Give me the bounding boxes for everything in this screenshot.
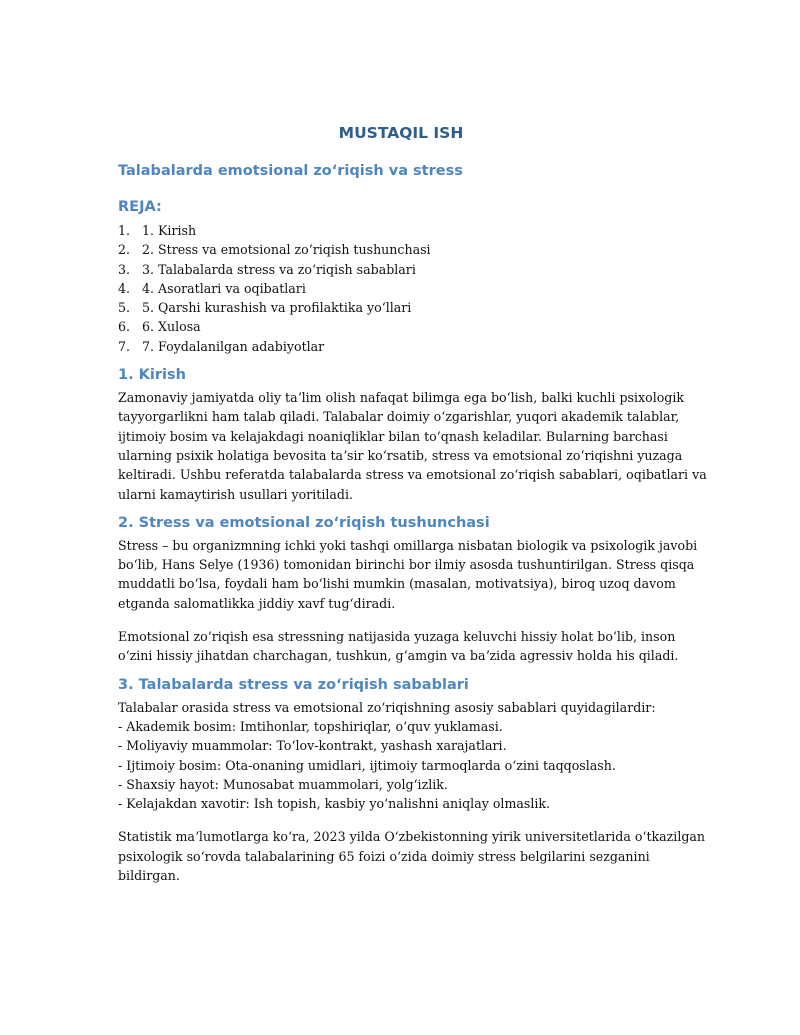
plan-item-text: 7. Foydalanilgan adabiyotlar [142,338,325,354]
plan-item-text: 4. Asoratlari va oqibatlari [142,280,306,296]
bullet-line: - Ijtimoiy bosim: Ota-onaning umidlari, ijtimoiy tarmoqlarda oʻzini taqqoslash. [118,757,616,773]
plan-item-number: 5. [118,300,131,316]
plan-item-number: 6. [118,319,131,335]
document-body [118,122,707,885]
paragraph-line: psixologik soʻrovda talabalarining 65 foizi oʻzida doimiy stress belgilarini sezganini [118,848,650,864]
plan-item-number: 4. [118,280,131,296]
section-heading-stress-concept: 2. Stress va emotsional zoʻriqish tushunchasi [118,514,490,531]
paragraph-line: oʻzini hissiy jihatdan charchagan, tushkun, gʻamgin va baʼzida agressiv holda his qiladi. [118,648,679,664]
paragraph-line: boʻlib, Hans Selye (1936) tomonidan birinchi bor ilmiy asosda tushuntirilgan. Stress qisqa [118,557,695,573]
paragraph-line: muddatli boʻlsa, foydali ham boʻlishi mumkin (masalan, motivatsiya), biroq uzoq davom [118,576,676,592]
plan-item [118,279,684,298]
section-paragraph [118,627,684,666]
document-subtitle: Talabalarda emotsional zoʻriqish va stress [118,163,463,179]
plan-item-text: 6. Xulosa [142,319,201,335]
plan-item [118,298,684,317]
plan-item [118,260,684,279]
paragraph-line: etganda salomatlikka jiddiy xavf tugʻdiradi. [118,595,396,611]
document-title: MUSTAQIL ISH [338,124,464,142]
plan-item [118,317,684,336]
plan-item-number: 2. [118,242,131,258]
plan-item-text: 3. Talabalarda stress va zoʻriqish sabablari [142,261,416,277]
section-heading-causes: 3. Talabalarda stress va zoʻriqish sabablari [118,676,469,693]
plan-item-number: 7. [118,338,131,354]
plan-item [118,240,684,259]
section-paragraph [118,536,698,613]
section-heading-kirish: 1. Kirish [118,367,186,384]
section-paragraph [118,388,707,504]
paragraph-line: Statistik maʼlumotlarga koʻra, 2023 yilda Oʻzbekistonning yirik universitetlarida oʻtkazilgan [118,829,706,845]
paragraph-line: Zamonaviy jamiyatda oliy taʼlim olish nafaqat bilimga ega boʻlish, balki kuchli psixologik [118,390,685,406]
section-paragraph [118,827,706,885]
paragraph-line: Stress – bu organizmning ichki yoki tashqi omillarga nisbatan biologik va psixologik javobi [118,537,698,553]
plan-item-text: 5. Qarshi kurashish va profilaktika yoʻllari [142,300,412,316]
plan-item-text: 1. Kirish [142,223,197,238]
section-paragraph [118,698,684,814]
plan-item-text: 2. Stress va emotsional zoʻriqish tushunchasi [142,242,431,258]
paragraph-line: ularning psixik holatiga bevosita taʼsir koʻrsatib, stress va emotsional zoʻriqishni yuzaga [118,447,683,463]
plan-item-number: 3. [118,261,131,277]
paragraph-line: bildirgan. [118,868,180,884]
paragraph-line: ularni kamaytirish usullari yoritiladi. [118,486,353,502]
bullet-line: - Shaxsiy hayot: Munosabat muammolari, yolgʻizlik. [118,776,448,792]
paragraph-line: keltiradi. Ushbu referatda talabalarda stress va emotsional zoʻriqish sabablari, oqibatlari va [118,467,707,483]
plan-heading: REJA: [118,199,162,215]
paragraph-line: tayyorgarlikni ham talab qiladi. Talabalar doimiy oʻzgarishlar, yuqori akademik talablar, [118,409,680,425]
plan-item [118,221,684,240]
paragraph-line: ijtimoiy bosim va kelajakdagi noaniqliklar bilan toʻqnash keladilar. Bularning barchasi [118,428,668,444]
plan-item [118,337,684,356]
bullet-line: - Akademik bosim: Imtihonlar, topshiriqlar, oʻquv yuklamasi. [118,718,503,734]
bullet-line: - Moliyaviy muammolar: Toʻlov-kontrakt, yashash xarajatlari. [118,738,507,754]
bullet-line: - Kelajakdan xavotir: Ish topish, kasbiy yoʻnalishni aniqlay olmaslik. [118,796,551,812]
paragraph-line: Talabalar orasida stress va emotsional zoʻriqishning asosiy sabablari quyidagilardir: [118,699,656,715]
plan-item-number: 1. [118,223,131,238]
plan-list [118,221,684,356]
paragraph-line: Emotsional zoʻriqish esa stressning natijasida yuzaga keluvchi hissiy holat boʻlib, inson [118,629,676,645]
